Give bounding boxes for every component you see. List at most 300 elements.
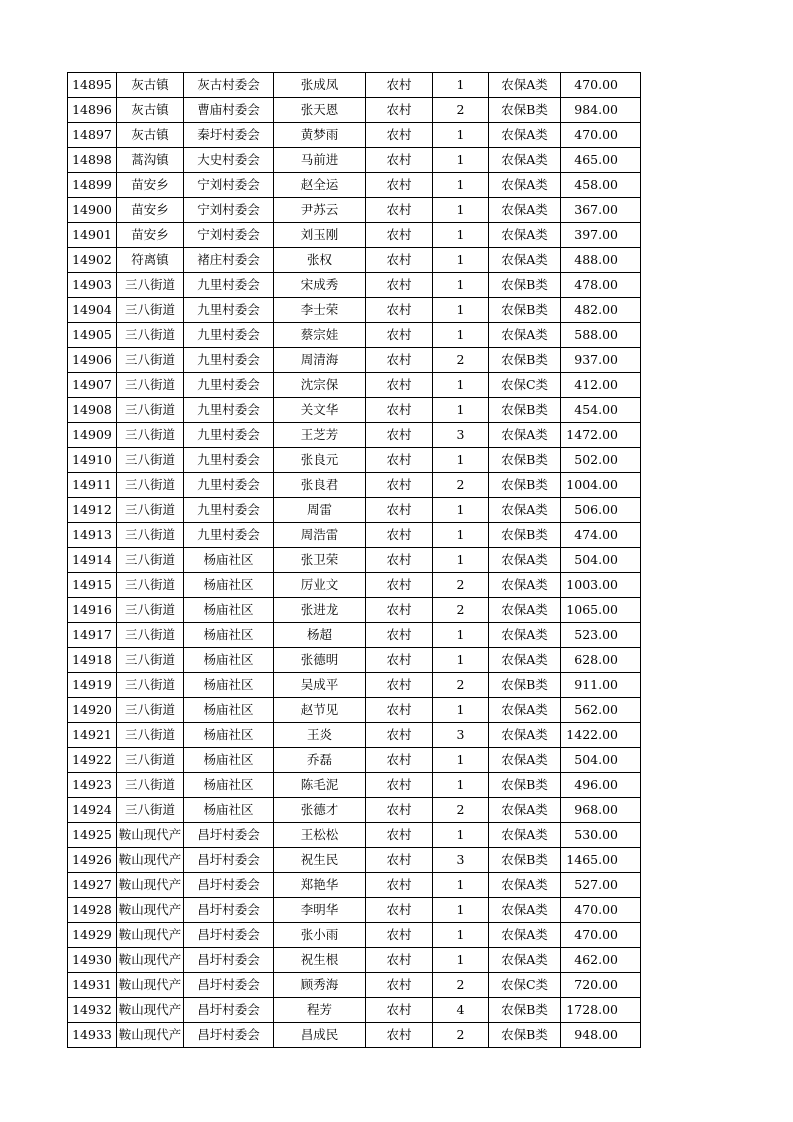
village-cell: 宁刘村委会 bbox=[184, 223, 274, 248]
person-count-cell: 1 bbox=[433, 223, 489, 248]
household-type-cell: 农村 bbox=[366, 223, 433, 248]
record-id-cell: 14917 bbox=[68, 623, 117, 648]
town-cell: 苗安乡 bbox=[117, 223, 184, 248]
record-id-cell: 14927 bbox=[68, 873, 117, 898]
record-id-cell: 14914 bbox=[68, 548, 117, 573]
insurance-category-cell: 农保A类 bbox=[489, 698, 561, 723]
village-cell: 九里村委会 bbox=[184, 323, 274, 348]
table-row bbox=[68, 448, 641, 473]
insurance-category-cell: 农保B类 bbox=[489, 1023, 561, 1048]
household-type-cell: 农村 bbox=[366, 348, 433, 373]
town-cell: 三八街道 bbox=[117, 723, 184, 748]
person-name-cell: 祝生根 bbox=[274, 948, 366, 973]
person-name-cell: 马前进 bbox=[274, 148, 366, 173]
town-cell: 苗安乡 bbox=[117, 198, 184, 223]
insurance-category-cell: 农保A类 bbox=[489, 598, 561, 623]
person-count-cell: 1 bbox=[433, 148, 489, 173]
household-type-cell: 农村 bbox=[366, 473, 433, 498]
insurance-category-cell: 农保A类 bbox=[489, 923, 561, 948]
village-cell: 杨庙社区 bbox=[184, 798, 274, 823]
village-cell: 昌圩村委会 bbox=[184, 1023, 274, 1048]
town-cell: 鞍山现代产 bbox=[117, 898, 184, 923]
town-cell: 三八街道 bbox=[117, 773, 184, 798]
person-count-cell: 1 bbox=[433, 323, 489, 348]
table-row bbox=[68, 548, 641, 573]
household-type-cell: 农村 bbox=[366, 498, 433, 523]
person-count-cell: 1 bbox=[433, 523, 489, 548]
person-name-cell: 蔡宗娃 bbox=[274, 323, 366, 348]
village-cell: 曹庙村委会 bbox=[184, 98, 274, 123]
town-cell: 三八街道 bbox=[117, 423, 184, 448]
village-cell: 秦圩村委会 bbox=[184, 123, 274, 148]
record-id-cell: 14918 bbox=[68, 648, 117, 673]
table-row bbox=[68, 298, 641, 323]
village-cell: 昌圩村委会 bbox=[184, 948, 274, 973]
insurance-category-cell: 农保B类 bbox=[489, 673, 561, 698]
household-type-cell: 农村 bbox=[366, 673, 433, 698]
record-id-cell: 14925 bbox=[68, 823, 117, 848]
amount-cell: 1465.00 bbox=[561, 848, 641, 873]
table-row bbox=[68, 798, 641, 823]
person-count-cell: 1 bbox=[433, 698, 489, 723]
person-name-cell: 张良君 bbox=[274, 473, 366, 498]
table-row bbox=[68, 573, 641, 598]
village-cell: 杨庙社区 bbox=[184, 648, 274, 673]
household-type-cell: 农村 bbox=[366, 148, 433, 173]
record-id-cell: 14904 bbox=[68, 298, 117, 323]
record-id-cell: 14909 bbox=[68, 423, 117, 448]
town-cell: 灰古镇 bbox=[117, 98, 184, 123]
record-id-cell: 14926 bbox=[68, 848, 117, 873]
village-cell: 褚庄村委会 bbox=[184, 248, 274, 273]
person-name-cell: 厉业文 bbox=[274, 573, 366, 598]
person-name-cell: 张德才 bbox=[274, 798, 366, 823]
amount-cell: 1065.00 bbox=[561, 598, 641, 623]
village-cell: 九里村委会 bbox=[184, 273, 274, 298]
record-id-cell: 14911 bbox=[68, 473, 117, 498]
insurance-category-cell: 农保B类 bbox=[489, 273, 561, 298]
town-cell: 三八街道 bbox=[117, 548, 184, 573]
table-row bbox=[68, 673, 641, 698]
household-type-cell: 农村 bbox=[366, 123, 433, 148]
person-count-cell: 1 bbox=[433, 173, 489, 198]
person-count-cell: 1 bbox=[433, 923, 489, 948]
record-id-cell: 14895 bbox=[68, 73, 117, 98]
village-cell: 九里村委会 bbox=[184, 373, 274, 398]
insurance-category-cell: 农保A类 bbox=[489, 873, 561, 898]
record-id-cell: 14899 bbox=[68, 173, 117, 198]
village-cell: 大史村委会 bbox=[184, 148, 274, 173]
person-count-cell: 2 bbox=[433, 598, 489, 623]
table-row bbox=[68, 648, 641, 673]
household-type-cell: 农村 bbox=[366, 823, 433, 848]
town-cell: 三八街道 bbox=[117, 348, 184, 373]
amount-cell: 496.00 bbox=[561, 773, 641, 798]
household-type-cell: 农村 bbox=[366, 748, 433, 773]
amount-cell: 478.00 bbox=[561, 273, 641, 298]
household-type-cell: 农村 bbox=[366, 398, 433, 423]
amount-cell: 470.00 bbox=[561, 73, 641, 98]
record-id-cell: 14902 bbox=[68, 248, 117, 273]
amount-cell: 562.00 bbox=[561, 698, 641, 723]
insurance-category-cell: 农保B类 bbox=[489, 348, 561, 373]
household-type-cell: 农村 bbox=[366, 523, 433, 548]
record-id-cell: 14897 bbox=[68, 123, 117, 148]
household-type-cell: 农村 bbox=[366, 998, 433, 1023]
village-cell: 宁刘村委会 bbox=[184, 173, 274, 198]
person-count-cell: 2 bbox=[433, 348, 489, 373]
table-row bbox=[68, 423, 641, 448]
person-name-cell: 张卫荣 bbox=[274, 548, 366, 573]
household-type-cell: 农村 bbox=[366, 1023, 433, 1048]
amount-cell: 1004.00 bbox=[561, 473, 641, 498]
household-type-cell: 农村 bbox=[366, 73, 433, 98]
insurance-category-cell: 农保B类 bbox=[489, 398, 561, 423]
amount-cell: 504.00 bbox=[561, 748, 641, 773]
amount-cell: 968.00 bbox=[561, 798, 641, 823]
person-count-cell: 1 bbox=[433, 398, 489, 423]
household-type-cell: 农村 bbox=[366, 198, 433, 223]
table-row bbox=[68, 898, 641, 923]
insurance-category-cell: 农保A类 bbox=[489, 573, 561, 598]
household-type-cell: 农村 bbox=[366, 323, 433, 348]
person-name-cell: 杨超 bbox=[274, 623, 366, 648]
household-type-cell: 农村 bbox=[366, 573, 433, 598]
person-name-cell: 赵全运 bbox=[274, 173, 366, 198]
village-cell: 九里村委会 bbox=[184, 398, 274, 423]
town-cell: 三八街道 bbox=[117, 373, 184, 398]
beneficiary-table bbox=[67, 72, 641, 1048]
village-cell: 杨庙社区 bbox=[184, 723, 274, 748]
person-name-cell: 关文华 bbox=[274, 398, 366, 423]
insurance-category-cell: 农保A类 bbox=[489, 173, 561, 198]
village-cell: 杨庙社区 bbox=[184, 573, 274, 598]
village-cell: 九里村委会 bbox=[184, 523, 274, 548]
town-cell: 三八街道 bbox=[117, 323, 184, 348]
record-id-cell: 14923 bbox=[68, 773, 117, 798]
town-cell: 三八街道 bbox=[117, 523, 184, 548]
amount-cell: 1728.00 bbox=[561, 998, 641, 1023]
table-row bbox=[68, 923, 641, 948]
person-count-cell: 4 bbox=[433, 998, 489, 1023]
town-cell: 三八街道 bbox=[117, 623, 184, 648]
town-cell: 鞍山现代产 bbox=[117, 823, 184, 848]
record-id-cell: 14922 bbox=[68, 748, 117, 773]
person-count-cell: 1 bbox=[433, 123, 489, 148]
village-cell: 杨庙社区 bbox=[184, 623, 274, 648]
village-cell: 灰古村委会 bbox=[184, 73, 274, 98]
amount-cell: 465.00 bbox=[561, 148, 641, 173]
amount-cell: 412.00 bbox=[561, 373, 641, 398]
person-count-cell: 1 bbox=[433, 823, 489, 848]
town-cell: 三八街道 bbox=[117, 273, 184, 298]
record-id-cell: 14930 bbox=[68, 948, 117, 973]
village-cell: 杨庙社区 bbox=[184, 748, 274, 773]
table-row bbox=[68, 773, 641, 798]
insurance-category-cell: 农保B类 bbox=[489, 773, 561, 798]
insurance-category-cell: 农保C类 bbox=[489, 373, 561, 398]
town-cell: 鞍山现代产 bbox=[117, 998, 184, 1023]
amount-cell: 454.00 bbox=[561, 398, 641, 423]
person-count-cell: 2 bbox=[433, 798, 489, 823]
household-type-cell: 农村 bbox=[366, 173, 433, 198]
person-count-cell: 1 bbox=[433, 198, 489, 223]
household-type-cell: 农村 bbox=[366, 873, 433, 898]
insurance-category-cell: 农保A类 bbox=[489, 748, 561, 773]
record-id-cell: 14915 bbox=[68, 573, 117, 598]
person-name-cell: 张权 bbox=[274, 248, 366, 273]
amount-cell: 1472.00 bbox=[561, 423, 641, 448]
person-count-cell: 1 bbox=[433, 648, 489, 673]
amount-cell: 1422.00 bbox=[561, 723, 641, 748]
person-count-cell: 1 bbox=[433, 873, 489, 898]
household-type-cell: 农村 bbox=[366, 598, 433, 623]
person-name-cell: 宋成秀 bbox=[274, 273, 366, 298]
person-name-cell: 李明华 bbox=[274, 898, 366, 923]
person-count-cell: 1 bbox=[433, 948, 489, 973]
household-type-cell: 农村 bbox=[366, 648, 433, 673]
village-cell: 昌圩村委会 bbox=[184, 973, 274, 998]
table-row bbox=[68, 1023, 641, 1048]
record-id-cell: 14924 bbox=[68, 798, 117, 823]
amount-cell: 523.00 bbox=[561, 623, 641, 648]
person-name-cell: 昌成民 bbox=[274, 1023, 366, 1048]
town-cell: 三八街道 bbox=[117, 473, 184, 498]
town-cell: 三八街道 bbox=[117, 798, 184, 823]
table-row bbox=[68, 848, 641, 873]
insurance-category-cell: 农保B类 bbox=[489, 998, 561, 1023]
household-type-cell: 农村 bbox=[366, 298, 433, 323]
table-row bbox=[68, 98, 641, 123]
amount-cell: 482.00 bbox=[561, 298, 641, 323]
person-name-cell: 周浩雷 bbox=[274, 523, 366, 548]
amount-cell: 530.00 bbox=[561, 823, 641, 848]
amount-cell: 458.00 bbox=[561, 173, 641, 198]
town-cell: 三八街道 bbox=[117, 498, 184, 523]
record-id-cell: 14896 bbox=[68, 98, 117, 123]
person-name-cell: 沈宗保 bbox=[274, 373, 366, 398]
person-count-cell: 2 bbox=[433, 473, 489, 498]
table-row bbox=[68, 748, 641, 773]
record-id-cell: 14907 bbox=[68, 373, 117, 398]
household-type-cell: 农村 bbox=[366, 623, 433, 648]
person-name-cell: 赵节见 bbox=[274, 698, 366, 723]
insurance-category-cell: 农保A类 bbox=[489, 948, 561, 973]
person-count-cell: 1 bbox=[433, 748, 489, 773]
amount-cell: 588.00 bbox=[561, 323, 641, 348]
table-row bbox=[68, 273, 641, 298]
insurance-category-cell: 农保A类 bbox=[489, 148, 561, 173]
person-count-cell: 1 bbox=[433, 273, 489, 298]
household-type-cell: 农村 bbox=[366, 723, 433, 748]
person-count-cell: 1 bbox=[433, 248, 489, 273]
table-row bbox=[68, 373, 641, 398]
record-id-cell: 14928 bbox=[68, 898, 117, 923]
amount-cell: 984.00 bbox=[561, 98, 641, 123]
village-cell: 昌圩村委会 bbox=[184, 873, 274, 898]
insurance-category-cell: 农保A类 bbox=[489, 823, 561, 848]
person-count-cell: 2 bbox=[433, 1023, 489, 1048]
table-row bbox=[68, 198, 641, 223]
table-row bbox=[68, 523, 641, 548]
household-type-cell: 农村 bbox=[366, 698, 433, 723]
table-row bbox=[68, 473, 641, 498]
insurance-category-cell: 农保B类 bbox=[489, 298, 561, 323]
amount-cell: 720.00 bbox=[561, 973, 641, 998]
town-cell: 灰古镇 bbox=[117, 123, 184, 148]
person-count-cell: 3 bbox=[433, 423, 489, 448]
amount-cell: 462.00 bbox=[561, 948, 641, 973]
amount-cell: 470.00 bbox=[561, 123, 641, 148]
table-row bbox=[68, 723, 641, 748]
amount-cell: 488.00 bbox=[561, 248, 641, 273]
record-id-cell: 14933 bbox=[68, 1023, 117, 1048]
insurance-category-cell: 农保A类 bbox=[489, 898, 561, 923]
insurance-category-cell: 农保A类 bbox=[489, 723, 561, 748]
person-count-cell: 1 bbox=[433, 373, 489, 398]
person-name-cell: 张德明 bbox=[274, 648, 366, 673]
village-cell: 九里村委会 bbox=[184, 448, 274, 473]
village-cell: 昌圩村委会 bbox=[184, 998, 274, 1023]
table-row bbox=[68, 173, 641, 198]
person-name-cell: 张小雨 bbox=[274, 923, 366, 948]
person-name-cell: 黄梦雨 bbox=[274, 123, 366, 148]
amount-cell: 1003.00 bbox=[561, 573, 641, 598]
household-type-cell: 农村 bbox=[366, 848, 433, 873]
table-body bbox=[68, 73, 641, 1048]
table-row bbox=[68, 73, 641, 98]
insurance-category-cell: 农保B类 bbox=[489, 473, 561, 498]
village-cell: 九里村委会 bbox=[184, 423, 274, 448]
person-name-cell: 周清海 bbox=[274, 348, 366, 373]
record-id-cell: 14920 bbox=[68, 698, 117, 723]
person-name-cell: 陈毛泥 bbox=[274, 773, 366, 798]
amount-cell: 367.00 bbox=[561, 198, 641, 223]
table-row bbox=[68, 973, 641, 998]
person-name-cell: 周雷 bbox=[274, 498, 366, 523]
table-row bbox=[68, 823, 641, 848]
town-cell: 蒿沟镇 bbox=[117, 148, 184, 173]
household-type-cell: 农村 bbox=[366, 448, 433, 473]
village-cell: 九里村委会 bbox=[184, 298, 274, 323]
person-count-cell: 1 bbox=[433, 448, 489, 473]
amount-cell: 911.00 bbox=[561, 673, 641, 698]
table-row bbox=[68, 998, 641, 1023]
person-count-cell: 2 bbox=[433, 98, 489, 123]
town-cell: 三八街道 bbox=[117, 448, 184, 473]
insurance-category-cell: 农保A类 bbox=[489, 548, 561, 573]
household-type-cell: 农村 bbox=[366, 373, 433, 398]
town-cell: 三八街道 bbox=[117, 298, 184, 323]
person-name-cell: 王松松 bbox=[274, 823, 366, 848]
village-cell: 昌圩村委会 bbox=[184, 848, 274, 873]
insurance-category-cell: 农保A类 bbox=[489, 423, 561, 448]
record-id-cell: 14921 bbox=[68, 723, 117, 748]
table-row bbox=[68, 698, 641, 723]
insurance-category-cell: 农保A类 bbox=[489, 73, 561, 98]
town-cell: 鞍山现代产 bbox=[117, 948, 184, 973]
household-type-cell: 农村 bbox=[366, 798, 433, 823]
amount-cell: 502.00 bbox=[561, 448, 641, 473]
person-count-cell: 1 bbox=[433, 498, 489, 523]
person-name-cell: 李士荣 bbox=[274, 298, 366, 323]
record-id-cell: 14912 bbox=[68, 498, 117, 523]
town-cell: 鞍山现代产 bbox=[117, 1023, 184, 1048]
village-cell: 杨庙社区 bbox=[184, 698, 274, 723]
insurance-category-cell: 农保A类 bbox=[489, 648, 561, 673]
person-count-cell: 1 bbox=[433, 73, 489, 98]
amount-cell: 470.00 bbox=[561, 923, 641, 948]
insurance-category-cell: 农保A类 bbox=[489, 798, 561, 823]
record-id-cell: 14913 bbox=[68, 523, 117, 548]
village-cell: 昌圩村委会 bbox=[184, 898, 274, 923]
town-cell: 三八街道 bbox=[117, 598, 184, 623]
village-cell: 杨庙社区 bbox=[184, 773, 274, 798]
person-count-cell: 2 bbox=[433, 573, 489, 598]
village-cell: 杨庙社区 bbox=[184, 598, 274, 623]
record-id-cell: 14932 bbox=[68, 998, 117, 1023]
village-cell: 九里村委会 bbox=[184, 498, 274, 523]
insurance-category-cell: 农保B类 bbox=[489, 448, 561, 473]
table-row bbox=[68, 873, 641, 898]
person-name-cell: 张进龙 bbox=[274, 598, 366, 623]
record-id-cell: 14919 bbox=[68, 673, 117, 698]
amount-cell: 937.00 bbox=[561, 348, 641, 373]
insurance-category-cell: 农保A类 bbox=[489, 123, 561, 148]
household-type-cell: 农村 bbox=[366, 98, 433, 123]
village-cell: 九里村委会 bbox=[184, 348, 274, 373]
table-row bbox=[68, 498, 641, 523]
person-count-cell: 3 bbox=[433, 848, 489, 873]
amount-cell: 397.00 bbox=[561, 223, 641, 248]
person-name-cell: 刘玉刚 bbox=[274, 223, 366, 248]
town-cell: 鞍山现代产 bbox=[117, 873, 184, 898]
table-row bbox=[68, 248, 641, 273]
table-row bbox=[68, 223, 641, 248]
amount-cell: 504.00 bbox=[561, 548, 641, 573]
person-name-cell: 吴成平 bbox=[274, 673, 366, 698]
town-cell: 苗安乡 bbox=[117, 173, 184, 198]
town-cell: 鞍山现代产 bbox=[117, 973, 184, 998]
record-id-cell: 14929 bbox=[68, 923, 117, 948]
town-cell: 符离镇 bbox=[117, 248, 184, 273]
town-cell: 鞍山现代产 bbox=[117, 923, 184, 948]
household-type-cell: 农村 bbox=[366, 923, 433, 948]
town-cell: 三八街道 bbox=[117, 748, 184, 773]
town-cell: 鞍山现代产 bbox=[117, 848, 184, 873]
village-cell: 九里村委会 bbox=[184, 473, 274, 498]
table-row bbox=[68, 948, 641, 973]
record-id-cell: 14903 bbox=[68, 273, 117, 298]
table-row bbox=[68, 323, 641, 348]
insurance-category-cell: 农保A类 bbox=[489, 223, 561, 248]
person-name-cell: 张良元 bbox=[274, 448, 366, 473]
village-cell: 杨庙社区 bbox=[184, 673, 274, 698]
insurance-category-cell: 农保A类 bbox=[489, 323, 561, 348]
record-id-cell: 14910 bbox=[68, 448, 117, 473]
record-id-cell: 14898 bbox=[68, 148, 117, 173]
record-id-cell: 14901 bbox=[68, 223, 117, 248]
household-type-cell: 农村 bbox=[366, 948, 433, 973]
person-count-cell: 2 bbox=[433, 673, 489, 698]
household-type-cell: 农村 bbox=[366, 773, 433, 798]
person-name-cell: 王芝芳 bbox=[274, 423, 366, 448]
person-count-cell: 1 bbox=[433, 548, 489, 573]
person-count-cell: 1 bbox=[433, 623, 489, 648]
person-name-cell: 张成凤 bbox=[274, 73, 366, 98]
insurance-category-cell: 农保A类 bbox=[489, 498, 561, 523]
village-cell: 昌圩村委会 bbox=[184, 923, 274, 948]
